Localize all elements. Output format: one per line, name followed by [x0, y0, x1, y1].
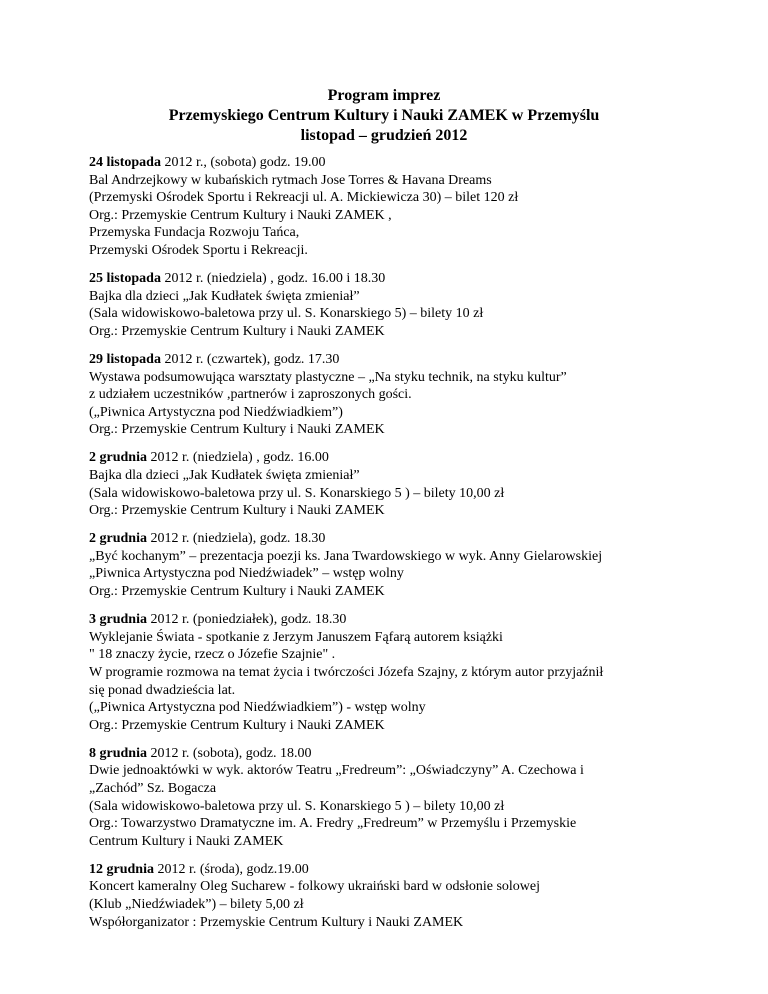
event-detail-line: Org.: Przemyskie Centrum Kultury i Nauki ZAMEK — [89, 584, 385, 600]
event-detail-line: (Sala widowiskowo-baletowa przy ul. S. Konarskiego 5 ) – bilety 10,00 zł — [89, 485, 505, 501]
event-date-line — [89, 270, 689, 288]
event-detail-line: Org.: Przemyskie Centrum Kultury i Nauki ZAMEK — [89, 717, 385, 733]
event-time: 2012 r. (niedziela) , godz. 16.00 i 18.30 — [160, 271, 386, 287]
event-detail-line: „Piwnica Artystyczna pod Niedźwiadek” – wstęp wolny — [89, 566, 404, 582]
event-date-line — [89, 449, 689, 467]
event-date: 29 listopada — [89, 351, 161, 367]
event-detail-line: Org.: Przemyskie Centrum Kultury i Nauki ZAMEK — [89, 503, 385, 519]
event-date: 3 grudnia — [89, 612, 147, 628]
event-detail-line: Org.: Przemyskie Centrum Kultury i Nauki ZAMEK — [89, 323, 385, 339]
event-detail-line: Centrum Kultury i Nauki ZAMEK — [89, 833, 284, 849]
event-detail-line: z udziałem uczestników ,partnerów i zaproszonych gości. — [89, 387, 412, 403]
event-date-line — [89, 745, 689, 763]
event-entry — [89, 351, 689, 439]
event-date-line — [89, 351, 689, 369]
event-detail-line: " 18 znaczy życie, rzecz o Józefie Szajnie" . — [89, 647, 336, 663]
event-detail-line: (Przemyski Ośrodek Sportu i Rekreacji ul. A. Mickiewicza 30) – bilet 120 zł — [89, 190, 519, 206]
event-detail-line: się ponad dwadzieścia lat. — [89, 682, 236, 698]
event-detail-line: Bajka dla dzieci „Jak Kudłatek święta zmieniał” — [89, 288, 360, 304]
event-date-line — [89, 530, 689, 548]
event-date-line — [89, 611, 689, 629]
event-detail-line: (Sala widowiskowo-baletowa przy ul. S. Konarskiego 5) – bilety 10 zł — [89, 306, 484, 322]
event-time: 2012 r. (niedziela) , godz. 16.00 — [146, 450, 329, 466]
event-detail-line: Org.: Towarzystwo Dramatyczne im. A. Fredry „Fredreum” w Przemyślu i Przemyskie — [89, 816, 577, 832]
event-time: 2012 r., (sobota) godz. 19.00 — [160, 155, 326, 170]
event-detail-line: (Sala widowiskowo-baletowa przy ul. S. Konarskiego 5 ) – bilety 10,00 zł — [89, 798, 505, 814]
event-detail-line: Współorganizator : Przemyskie Centrum Kultury i Nauki ZAMEK — [89, 914, 464, 930]
events-list — [89, 154, 689, 942]
title-line-3: listopad – grudzień 2012 — [300, 127, 468, 144]
event-detail-line: Org.: Przemyskie Centrum Kultury i Nauki ZAMEK , — [89, 207, 392, 223]
event-time: 2012 r. (czwartek), godz. 17.30 — [160, 351, 340, 367]
event-time: 2012 r. (poniedziałek), godz. 18.30 — [146, 612, 347, 628]
event-detail-line: („Piwnica Artystyczna pod Niedźwiadkiem”) - wstęp wolny — [89, 700, 426, 716]
event-time: 2012 r. (środa), godz.19.00 — [153, 861, 309, 877]
title-line-2: Przemyskiego Centrum Kultury i Nauki ZAMEK w Przemyślu — [168, 107, 600, 124]
event-detail-line: Org.: Przemyskie Centrum Kultury i Nauki ZAMEK — [89, 422, 385, 438]
event-date-line — [89, 154, 689, 172]
event-detail-line: („Piwnica Artystyczna pod Niedźwiadkiem”) — [89, 404, 343, 420]
event-detail-line: „Zachód” Sz. Bogacza — [89, 781, 217, 796]
event-date: 24 listopada — [89, 155, 161, 170]
event-entry — [89, 154, 689, 260]
event-entry — [89, 745, 689, 851]
event-entry — [89, 611, 689, 734]
event-date: 25 listopada — [89, 271, 161, 287]
event-detail-line: Koncert kameralny Oleg Sucharew - folkowy ukraiński bard w odsłonie solowej — [89, 879, 540, 895]
event-entry — [89, 861, 689, 931]
event-detail-line: W programie rozmowa na temat życia i twórczości Józefa Szajny, z którym autor przyjaźnił — [89, 664, 604, 680]
event-entry — [89, 270, 689, 340]
event-detail-line: Wyklejanie Świata - spotkanie z Jerzym Januszem Fąfarą autorem książki — [89, 629, 503, 645]
event-detail-line: Dwie jednoaktówki w wyk. aktorów Teatru „Fredreum”: „Oświadczyny” A. Czechowa i — [89, 763, 584, 779]
event-detail-line: Bal Andrzejkowy w kubańskich rytmach Jose Torres & Havana Dreams — [89, 172, 492, 188]
event-date: 2 grudnia — [89, 531, 147, 547]
event-detail-line: Wystawa podsumowująca warsztaty plastyczne – „Na styku technik, na styku kultur” — [89, 369, 567, 385]
event-entry — [89, 530, 689, 600]
event-date-line — [89, 861, 689, 879]
event-date: 8 grudnia — [89, 745, 147, 761]
document-title — [0, 86, 768, 146]
event-detail-line: Przemyski Ośrodek Sportu i Rekreacji. — [89, 242, 308, 258]
event-time: 2012 r. (niedziela), godz. 18.30 — [146, 531, 326, 547]
event-date: 12 grudnia — [89, 861, 154, 877]
event-detail-line: „Być kochanym” – prezentacja poezji ks. Jana Twardowskiego w wyk. Anny Gielarowskiej — [89, 548, 603, 564]
event-detail-line: Przemyska Fundacja Rozwoju Tańca, — [89, 225, 300, 241]
event-detail-line: (Klub „Niedźwiadek”) – bilety 5,00 zł — [89, 897, 304, 913]
event-date: 2 grudnia — [89, 450, 147, 466]
event-entry — [89, 449, 689, 519]
event-time: 2012 r. (sobota), godz. 18.00 — [146, 745, 312, 761]
event-detail-line: Bajka dla dzieci „Jak Kudłatek święta zmieniał” — [89, 468, 360, 483]
title-line-1: Program imprez — [327, 87, 441, 104]
